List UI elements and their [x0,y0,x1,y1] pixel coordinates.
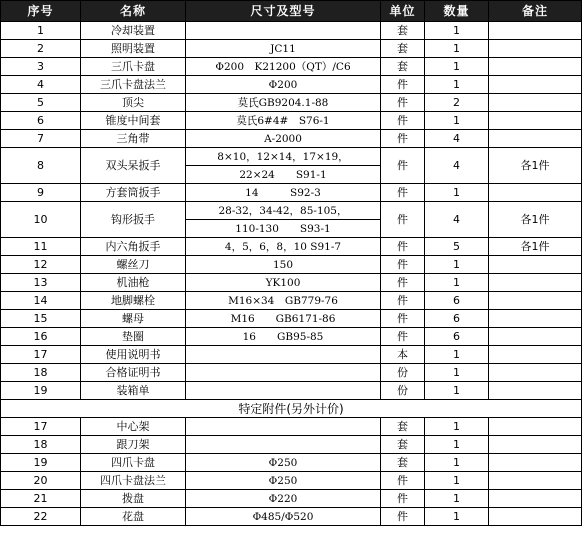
cell-name[interactable]: 装箱单 [81,382,186,400]
cell-spec[interactable] [186,436,381,454]
cell-spec[interactable]: 28-32，34-42，85-105， [186,202,381,220]
cell-qty[interactable]: 1 [425,364,489,382]
cell-qty[interactable]: 1 [425,112,489,130]
cell-qty[interactable]: 1 [425,76,489,94]
cell-remark[interactable]: 各1件 [489,202,582,238]
table-row [1,328,582,346]
cell-unit[interactable]: 件 [381,490,425,508]
cell-qty[interactable]: 1 [425,274,489,292]
table-row [1,418,582,436]
cell-spec[interactable]: 莫氏GB9204.1-88 [186,94,381,112]
cell-remark[interactable] [489,274,582,292]
cell-name[interactable]: 双头呆扳手 [81,148,186,184]
cell-spec-line2[interactable]: 22×24 S91-1 [186,166,381,184]
cell-remark[interactable] [489,508,582,526]
cell-remark[interactable] [489,76,582,94]
cell-unit[interactable]: 件 [381,184,425,202]
cell-name[interactable]: 冷却装置 [81,22,186,40]
cell-name[interactable]: 三爪卡盘 [81,58,186,76]
cell-name[interactable]: 三角带 [81,130,186,148]
cell-unit[interactable]: 套 [381,454,425,472]
cell-remark[interactable] [489,310,582,328]
cell-no[interactable]: 22 [1,508,81,526]
cell-spec[interactable]: YK100 [186,274,381,292]
table-row [1,346,582,364]
table-row [1,112,582,130]
cell-remark[interactable] [489,346,582,364]
cell-qty[interactable]: 1 [425,256,489,274]
table-row [1,292,582,310]
cell-unit[interactable]: 套 [381,58,425,76]
cell-remark[interactable] [489,436,582,454]
header-remark[interactable]: 备注 [489,1,582,22]
cell-spec[interactable]: Φ485/Φ520 [186,508,381,526]
cell-no[interactable]: 9 [1,184,81,202]
cell-qty[interactable]: 5 [425,238,489,256]
cell-spec[interactable]: M16 GB6171-86 [186,310,381,328]
cell-remark[interactable] [489,22,582,40]
cell-name[interactable]: 螺丝刀 [81,256,186,274]
table-row [1,22,582,40]
cell-no[interactable]: 15 [1,310,81,328]
cell-remark[interactable] [489,256,582,274]
cell-no[interactable]: 3 [1,58,81,76]
cell-no[interactable]: 8 [1,148,81,184]
cell-no[interactable]: 6 [1,112,81,130]
cell-no[interactable]: 10 [1,202,81,238]
cell-qty[interactable]: 6 [425,292,489,310]
section-row [1,400,582,418]
cell-name[interactable]: 合格证明书 [81,364,186,382]
table-row [1,40,582,58]
cell-remark[interactable] [489,184,582,202]
cell-unit[interactable]: 件 [381,292,425,310]
cell-no[interactable]: 17 [1,346,81,364]
cell-spec[interactable]: M16×34 GB779-76 [186,292,381,310]
cell-unit[interactable]: 份 [381,364,425,382]
cell-remark[interactable]: 各1件 [489,238,582,256]
cell-no[interactable]: 12 [1,256,81,274]
cell-spec[interactable]: 8×10，12×14，17×19， [186,148,381,166]
cell-spec[interactable]: Φ200 [186,76,381,94]
cell-remark[interactable] [489,418,582,436]
cell-name[interactable]: 内六角扳手 [81,238,186,256]
cell-qty[interactable]: 1 [425,184,489,202]
cell-name[interactable]: 钩形扳手 [81,202,186,238]
cell-no[interactable]: 4 [1,76,81,94]
table-row [1,130,582,148]
cell-qty[interactable]: 1 [425,436,489,454]
cell-no[interactable]: 7 [1,130,81,148]
cell-spec[interactable]: A-2000 [186,130,381,148]
table-row [1,310,582,328]
table-row [1,472,582,490]
cell-no[interactable]: 2 [1,40,81,58]
table-row [1,148,582,166]
cell-unit[interactable]: 件 [381,130,425,148]
cell-remark[interactable] [489,94,582,112]
table-row [1,454,582,472]
cell-qty[interactable]: 4 [425,130,489,148]
table-row [1,436,582,454]
cell-no[interactable]: 18 [1,436,81,454]
table-row [1,490,582,508]
header-row [1,1,582,22]
cell-spec[interactable]: Φ200 K21200（QT）/C6 [186,58,381,76]
cell-qty[interactable]: 1 [425,22,489,40]
cell-qty[interactable]: 1 [425,346,489,364]
cell-name[interactable]: 螺母 [81,310,186,328]
cell-unit[interactable]: 件 [381,238,425,256]
cell-qty[interactable]: 1 [425,40,489,58]
cell-spec[interactable]: Φ220 [186,490,381,508]
table-row [1,202,582,220]
cell-name[interactable]: 跟刀架 [81,436,186,454]
header-qty[interactable]: 数量 [425,1,489,22]
cell-qty[interactable]: 1 [425,418,489,436]
cell-qty[interactable]: 4 [425,148,489,184]
cell-name[interactable]: 机油枪 [81,274,186,292]
table-row [1,256,582,274]
cell-qty[interactable]: 2 [425,94,489,112]
cell-unit[interactable]: 套 [381,436,425,454]
cell-unit[interactable]: 套 [381,418,425,436]
cell-unit[interactable]: 件 [381,76,425,94]
cell-unit[interactable]: 件 [381,310,425,328]
table-body [1,22,582,526]
cell-no[interactable]: 21 [1,490,81,508]
cell-no[interactable]: 5 [1,94,81,112]
cell-no[interactable]: 19 [1,454,81,472]
cell-name[interactable]: 方套筒扳手 [81,184,186,202]
cell-spec[interactable] [186,382,381,400]
cell-remark[interactable] [489,40,582,58]
cell-unit[interactable]: 件 [381,256,425,274]
cell-qty[interactable]: 1 [425,58,489,76]
cell-remark[interactable] [489,454,582,472]
table-row [1,508,582,526]
table-row [1,184,582,202]
cell-no[interactable]: 14 [1,292,81,310]
cell-spec[interactable] [186,22,381,40]
cell-name[interactable]: 地脚螺栓 [81,292,186,310]
cell-unit[interactable]: 套 [381,40,425,58]
header-unit[interactable]: 单位 [381,1,425,22]
cell-name[interactable]: 中心架 [81,418,186,436]
cell-spec[interactable]: 4，5，6，8，10 S91-7 [186,238,381,256]
cell-name[interactable]: 拨盘 [81,490,186,508]
cell-spec[interactable]: 16 GB95-85 [186,328,381,346]
cell-no[interactable]: 19 [1,382,81,400]
cell-name[interactable]: 垫圈 [81,328,186,346]
cell-unit[interactable]: 件 [381,508,425,526]
cell-unit[interactable]: 件 [381,328,425,346]
table-row [1,58,582,76]
header-no[interactable]: 序号 [1,1,81,22]
cell-no[interactable]: 1 [1,22,81,40]
cell-spec[interactable] [186,418,381,436]
cell-spec[interactable]: Φ250 [186,472,381,490]
cell-spec[interactable]: Φ250 [186,454,381,472]
cell-unit[interactable]: 本 [381,346,425,364]
cell-qty[interactable]: 1 [425,472,489,490]
cell-qty[interactable]: 1 [425,382,489,400]
cell-qty[interactable]: 6 [425,310,489,328]
cell-qty[interactable]: 1 [425,454,489,472]
header-spec[interactable]: 尺寸及型号 [186,1,381,22]
cell-name[interactable]: 四爪卡盘法兰 [81,472,186,490]
table-row [1,364,582,382]
cell-spec[interactable]: 150 [186,256,381,274]
cell-no[interactable]: 17 [1,418,81,436]
cell-spec-line2[interactable]: 110-130 S93-1 [186,220,381,238]
cell-name[interactable]: 顶尖 [81,94,186,112]
cell-qty[interactable]: 6 [425,328,489,346]
cell-remark[interactable] [489,130,582,148]
cell-unit[interactable]: 件 [381,94,425,112]
cell-qty[interactable]: 1 [425,508,489,526]
cell-spec[interactable]: 14 S92-3 [186,184,381,202]
section-title[interactable]: 特定附件(另外计价) [1,400,582,418]
cell-remark[interactable] [489,112,582,130]
cell-spec[interactable]: JC11 [186,40,381,58]
cell-qty[interactable]: 1 [425,490,489,508]
cell-name[interactable]: 使用说明书 [81,346,186,364]
table-row [1,76,582,94]
cell-remark[interactable] [489,490,582,508]
cell-no[interactable]: 11 [1,238,81,256]
cell-name[interactable]: 照明装置 [81,40,186,58]
cell-remark[interactable] [489,472,582,490]
cell-no[interactable]: 13 [1,274,81,292]
cell-remark[interactable] [489,364,582,382]
cell-no[interactable]: 18 [1,364,81,382]
cell-remark[interactable]: 各1件 [489,148,582,184]
cell-unit[interactable]: 份 [381,382,425,400]
cell-remark[interactable] [489,328,582,346]
table-row [1,94,582,112]
header-name[interactable]: 名称 [81,1,186,22]
cell-unit[interactable]: 件 [381,472,425,490]
cell-remark[interactable] [489,382,582,400]
cell-qty[interactable]: 4 [425,202,489,238]
cell-unit[interactable]: 件 [381,202,425,238]
table-row [1,274,582,292]
cell-no[interactable]: 20 [1,472,81,490]
cell-remark[interactable] [489,292,582,310]
cell-spec[interactable] [186,346,381,364]
cell-spec[interactable] [186,364,381,382]
table-row [1,238,582,256]
table-row [1,382,582,400]
cell-name[interactable]: 锥度中间套 [81,112,186,130]
cell-name[interactable]: 四爪卡盘 [81,454,186,472]
cell-unit[interactable]: 套 [381,22,425,40]
cell-unit[interactable]: 件 [381,274,425,292]
cell-unit[interactable]: 件 [381,148,425,184]
cell-name[interactable]: 花盘 [81,508,186,526]
cell-spec[interactable]: 莫氏6#4# S76-1 [186,112,381,130]
cell-no[interactable]: 16 [1,328,81,346]
cell-unit[interactable]: 件 [381,112,425,130]
cell-name[interactable]: 三爪卡盘法兰 [81,76,186,94]
cell-remark[interactable] [489,58,582,76]
